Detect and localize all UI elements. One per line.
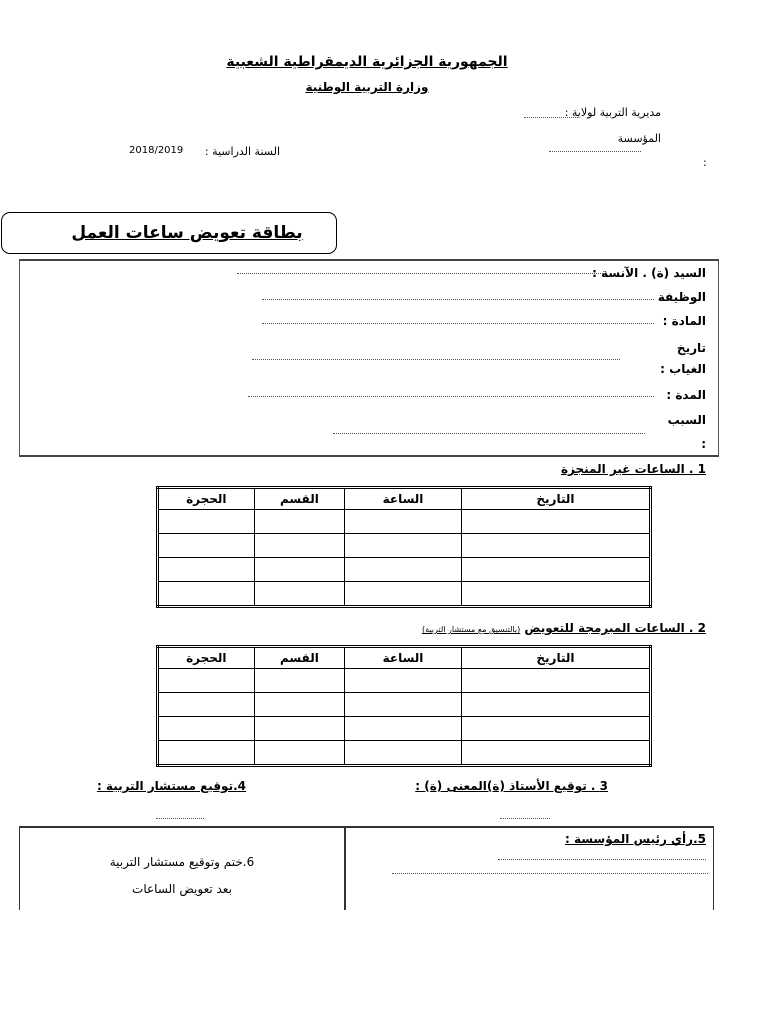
col-header-date: التاريخ [461,647,650,669]
ministry-title: وزارة التربية الوطنية [305,80,429,94]
table-row [158,717,651,741]
table-cell[interactable] [461,558,650,582]
absence-date-label-2: الغياب : [660,362,706,376]
position-dots [262,299,654,300]
section2-title-text: 2 . الساعات المبرمجة للتعويض [524,621,706,635]
section5-title-text: 5.رأي رئيس المؤسسة : [564,832,706,846]
table-cell[interactable] [345,741,462,766]
position-label: الوظيفة [657,290,706,304]
section1-title-text: 1 . الساعات غير المنجزة [560,462,706,476]
table-cell[interactable] [345,510,462,534]
table-cell[interactable] [461,693,650,717]
table-cell[interactable] [158,717,255,741]
table-cell[interactable] [254,693,345,717]
unperformed-hours-table [156,486,652,608]
table-row [158,558,651,582]
republic-title: الجمهورية الجزائرية الديمقراطية الشعبية [226,54,508,70]
section2-title [422,621,706,635]
director-opinion-dots-1 [498,859,706,860]
reason-colon: : [701,437,706,451]
section6-line1: 6.ختم وتوقيع مستشار التربية [109,855,255,869]
table-cell[interactable] [461,510,650,534]
reason-dots [333,433,645,434]
table-cell[interactable] [461,717,650,741]
school-year-label: السنة الدراسية : [204,145,280,158]
institution-colon: : [703,156,707,169]
col-header-date: التاريخ [461,488,650,510]
table-row [158,669,651,693]
table-row [158,741,651,766]
col-header-hour: الساعة [345,488,462,510]
teacher-signature-dots [500,818,550,819]
table-cell[interactable] [461,582,650,607]
duration-dots [248,396,654,397]
institution-label: المؤسسة [617,132,661,145]
table-row [158,510,651,534]
directorate-dots [524,117,578,118]
table-cell[interactable] [461,741,650,766]
table-cell[interactable] [254,669,345,693]
table-cell[interactable] [461,534,650,558]
table-cell[interactable] [254,510,345,534]
school-year-value: 2018/2019 [129,145,184,156]
section4-title [97,779,246,793]
table-cell[interactable] [461,669,650,693]
subject-dots [262,323,654,324]
table-cell[interactable] [345,717,462,741]
table-cell[interactable] [254,582,345,607]
section1-title [561,462,706,476]
teacher-name-label: السيد (ة) . الآنسة : [592,266,706,280]
table-row [158,693,651,717]
duration-label: المدة : [666,388,706,402]
table-cell[interactable] [345,534,462,558]
table-cell[interactable] [158,693,255,717]
table-cell[interactable] [345,582,462,607]
table-cell[interactable] [158,582,255,607]
table-cell[interactable] [345,693,462,717]
table-cell[interactable] [345,669,462,693]
section6-line2: بعد تعويض الساعات [132,882,232,896]
table-cell[interactable] [158,741,255,766]
teacher-info-box [19,259,719,457]
table-cell[interactable] [158,669,255,693]
advisor-signature-dots [156,818,204,819]
table-cell[interactable] [254,534,345,558]
section3-title-text: 3 . توقيع الأستاذ (ة)المعنى (ة) : [415,779,608,793]
section4-title-text: 4.توقيع مستشار التربية : [96,779,246,793]
section3-title [415,779,608,793]
col-header-class: القسم [254,647,345,669]
reason-label: السبب [667,413,706,427]
teacher-name-dots [237,273,607,274]
col-header-room: الحجرة [158,488,255,510]
absence-date-dots [252,359,620,360]
table-cell[interactable] [158,534,255,558]
directorate-label: مديرية التربية لولاية : [564,106,661,119]
table-cell[interactable] [345,558,462,582]
director-opinion-dots-2 [392,873,708,874]
table-cell[interactable] [254,717,345,741]
absence-date-label-1: تاريخ [676,341,706,355]
table-cell[interactable] [158,510,255,534]
table-cell[interactable] [254,558,345,582]
card-title-box [1,212,337,254]
col-header-hour: الساعة [345,647,462,669]
col-header-room: الحجرة [158,647,255,669]
table-cell[interactable] [158,558,255,582]
table-row [158,582,651,607]
col-header-class: القسم [254,488,345,510]
scheduled-hours-table [156,645,652,767]
subject-label: المادة : [662,314,706,328]
section2-note: (بالتنسيق مع مستشار التربية) [421,625,521,634]
institution-dots [549,151,641,152]
bottom-divider [344,826,346,910]
card-title: بطاقة تعويض ساعات العمل [71,223,303,243]
table-cell[interactable] [254,741,345,766]
table-row [158,534,651,558]
section5-title [565,832,706,846]
